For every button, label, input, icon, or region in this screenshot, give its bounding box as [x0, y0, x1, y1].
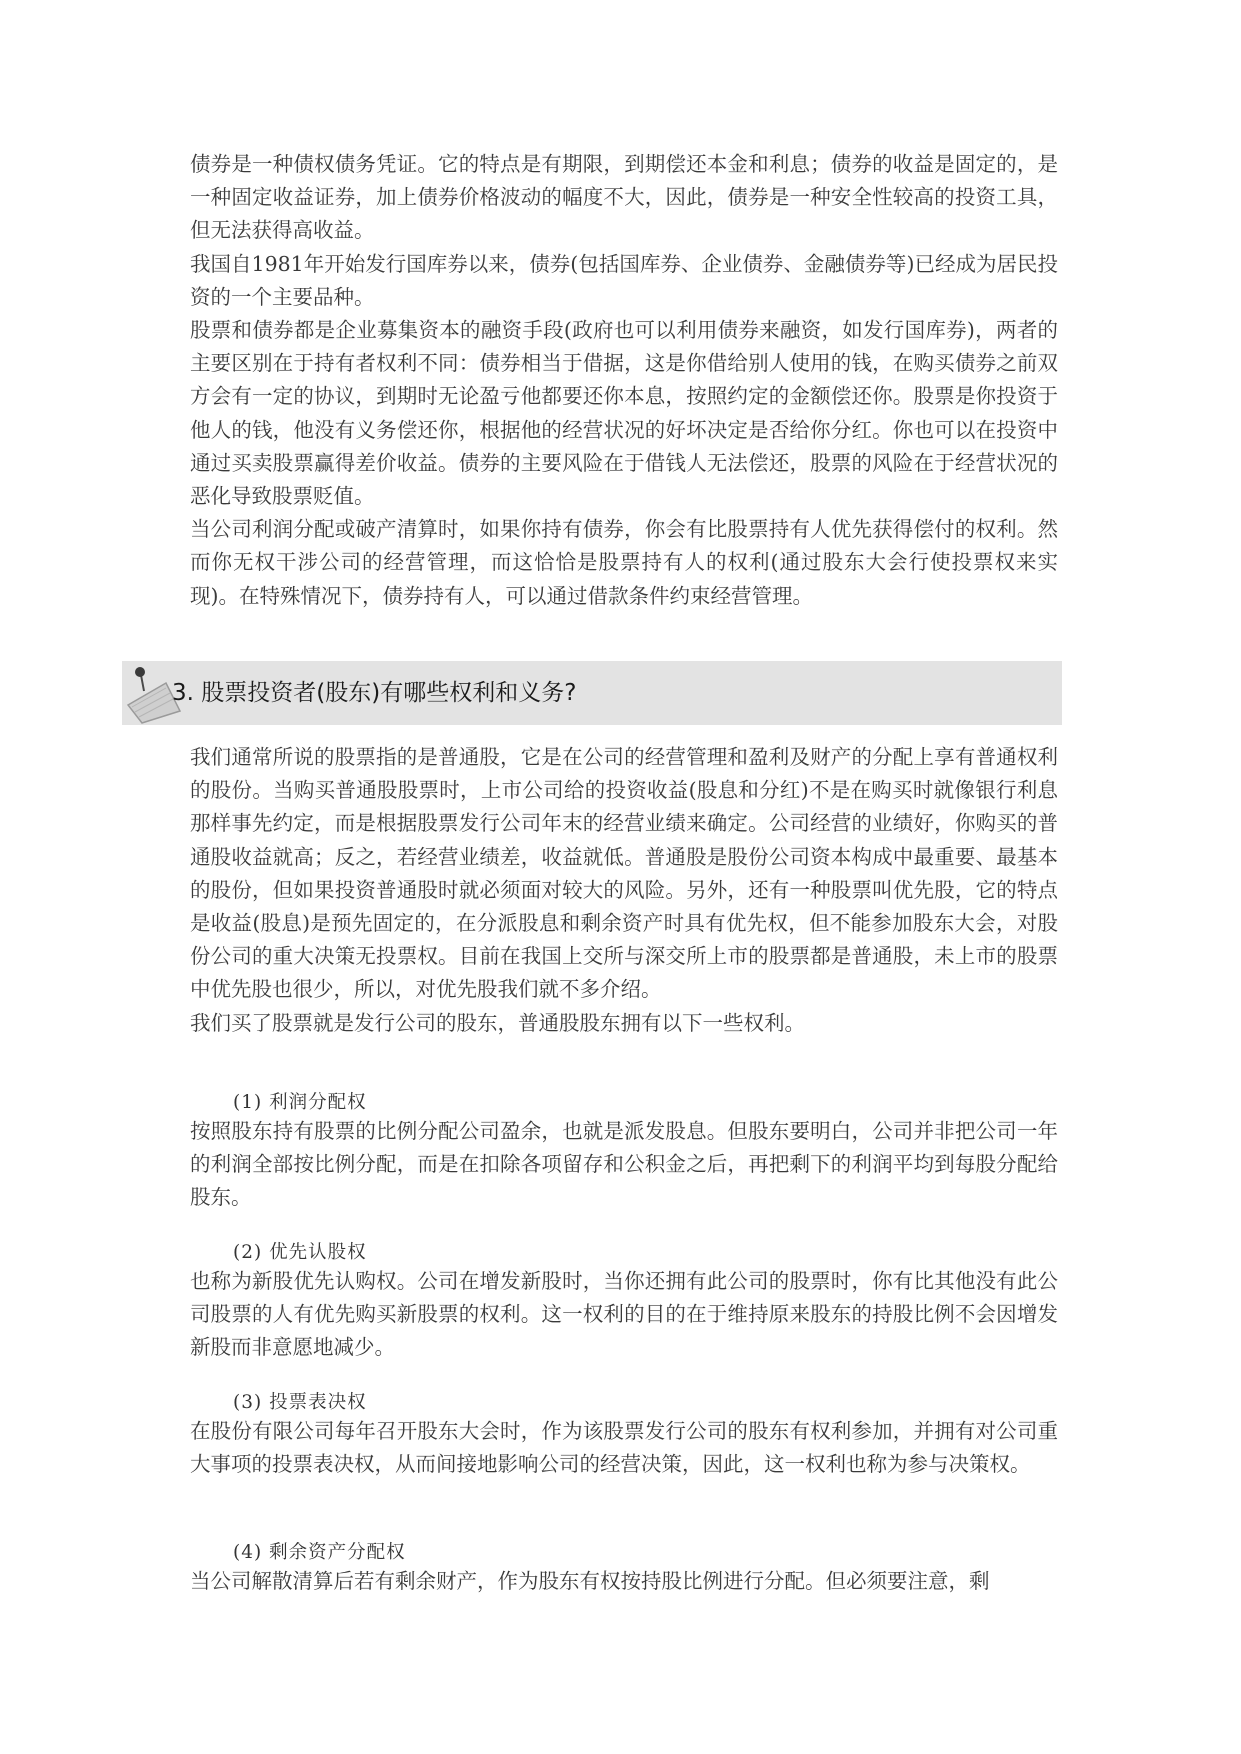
right-title: (3) 投票表决权: [233, 1392, 367, 1413]
right-description: [190, 1565, 1058, 1598]
section-heading: 3. 股票投资者(股东)有哪些权利和义务?: [172, 680, 577, 706]
paragraph: 我国自1981年开始发行国库券以来，债券(包括国库券、企业债券、金融债券等)已经成为居民投资的一个主要品种。: [190, 251, 1058, 309]
paragraph: 股票和债券都是企业募集资本的融资手段(政府也可以利用债券来融资，如发行国库券)，两者的主要区别在于持有者权利不同：债券相当于借据，这是你借给别人使用的钱，在购买债券之前双方会有一定的协议，到期时无论盈亏他都要还你本息，按照约定的金额偿还你。股票是你投资于他人的钱，他没有义务偿还你，根据他的经营状况的好坏决定是否给你分红。你也可以在投资中通过买卖股票赢得差价收益。债券的主要风险在于借钱人无法偿还，股票的风险在于经营状况的恶化导致股票贬值。: [190, 318, 1058, 509]
paragraph: 在股份有限公司每年召开股东大会时，作为该股票发行公司的股东有权利参加，并拥有对公司重大事项的投票表决权，从而间接地影响公司的经营决策，因此，这一权利也称为参与决策权。: [190, 1419, 1058, 1477]
paragraph: 也称为新股优先认购权。公司在增发新股时，当你还拥有此公司的股票时，你有比其他没有此公司股票的人有优先购买新股票的权利。这一权利的目的在于维持原来股东的持股比例不会因增发新股而非意愿地减少。: [190, 1269, 1058, 1360]
intro-text: [190, 148, 1058, 613]
right-title: (2) 优先认股权: [233, 1242, 367, 1263]
right-title: (1) 利润分配权: [233, 1092, 367, 1113]
paragraph: 我们通常所说的股票指的是普通股，它是在公司的经营管理和盈利及财产的分配上享有普通权利的股份。当购买普通股股票时，上市公司给的投资收益(股息和分红)不是在购买时就像银行利息那样事先约定，而是根据股票发行公司年末的经营业绩来确定。公司经营的业绩好，你购买的普通股收益就高；反之，若经营业绩差，收益就低。普通股是股份公司资本构成中最重要、最基本的股份，但如果投资普通股时就必须面对较大的风险。另外，还有一种股票叫优先股，它的特点是收益(股息)是预先固定的，在分派股息和剩余资产时具有优先权，但不能参加股东大会，对股份公司的重大决策无投票权。目前在我国上交所与深交所上市的股票都是普通股，未上市的股票中优先股也很少，所以，对优先股我们就不多介绍。: [190, 745, 1058, 1002]
right-description: [190, 1115, 1058, 1215]
paragraph: 当公司利润分配或破产清算时，如果你持有债券，你会有比股票持有人优先获得偿付的权利。然而你无权干涉公司的经营管理，而这恰恰是股票持有人的权利(通过股东大会行使投票权来实现)。在特殊情况下，债券持有人，可以通过借款条件约束经营管理。: [190, 517, 1058, 608]
right-description: [190, 1415, 1058, 1481]
section-intro-text: [190, 741, 1058, 1040]
right-description: [190, 1265, 1058, 1365]
paragraph: 债券是一种债权债务凭证。它的特点是有期限，到期偿还本金和利息；债券的收益是固定的，是一种固定收益证券，加上债券价格波动的幅度不大，因此，债券是一种安全性较高的投资工具，但无法获得高收益。: [190, 152, 1058, 243]
paragraph: 当公司解散清算后若有剩余财产，作为股东有权按持股比例进行分配。但必须要注意，剩: [190, 1569, 990, 1593]
paragraph: 按照股东持有股票的比例分配公司盈余，也就是派发股息。但股东要明白，公司并非把公司一年的利润全部按比例分配，而是在扣除各项留存和公积金之后，再把剩下的利润平均到每股分配给股东。: [190, 1119, 1058, 1210]
right-title: (4) 剩余资产分配权: [233, 1542, 406, 1563]
paragraph: 我们买了股票就是发行公司的股东，普通股股东拥有以下一些权利。: [190, 1010, 805, 1035]
